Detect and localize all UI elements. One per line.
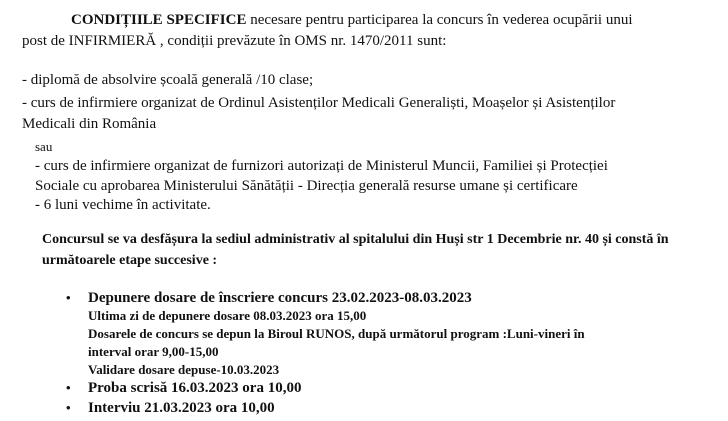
requirement-line-1: - diplomă de absolvire școală generală /10 clase;: [22, 72, 314, 88]
alternative-or-word: sau: [35, 139, 53, 154]
location-line-1: Concursul se va desfășura la sediul administrativ al spitalului din Huși str 1 Decembrie nr. 40 și constă în: [42, 232, 669, 247]
bullet-interviu: •: [66, 400, 71, 415]
intro-line-2: post de INFIRMIERĂ , condiții prevăzute în OMS nr. 1470/2011 sunt:: [22, 33, 447, 49]
location-line-2: următoarele etape succesive :: [42, 253, 218, 268]
stage-dosare-program-2: interval orar 9,00-15,00: [88, 344, 219, 359]
requirement-line-2: - curs de infirmiere organizat de Ordinul Asistenților Medicali Generaliști, Moașelor și Asistenților: [22, 95, 616, 111]
bullet-dosare: •: [66, 290, 71, 305]
stage-dosare-deadline: Ultima zi de depunere dosare 08.03.2023 ora 15,00: [88, 308, 367, 323]
intro-text-1: necesare pentru participarea la concurs în vederea ocupării unui: [246, 12, 633, 28]
requirement-line-3: Medicali din România: [22, 116, 157, 132]
stage-interviu: Interviu 21.03.2023 ora 10,00: [88, 400, 275, 416]
stage-dosare-program-1: Dosarele de concurs se depun la Biroul RUNOS, după următorul program :Luni-vineri în: [88, 326, 585, 341]
alternative-line-2: Sociale cu aprobarea Ministerului Sănătății - Direcția generală resurse umane și certificare: [35, 178, 578, 194]
intro-heading: CONDIȚIILE SPECIFICE: [71, 12, 247, 28]
bullet-proba-scrisa: •: [66, 380, 71, 395]
intro-line-1: [71, 11, 633, 29]
stage-dosare-title: Depunere dosare de înscriere concurs 23.02.2023-08.03.2023: [88, 290, 472, 306]
stage-dosare-validation: Validare dosare depuse-10.03.2023: [88, 362, 280, 377]
stage-proba-scrisa: Proba scrisă 16.03.2023 ora 10,00: [88, 380, 302, 396]
alternative-line-1: - curs de infirmiere organizat de furnizori autorizați de Ministerul Muncii, Familiei și Protecției: [35, 158, 608, 174]
alternative-line-3: - 6 luni vechime în activitate.: [35, 197, 211, 213]
